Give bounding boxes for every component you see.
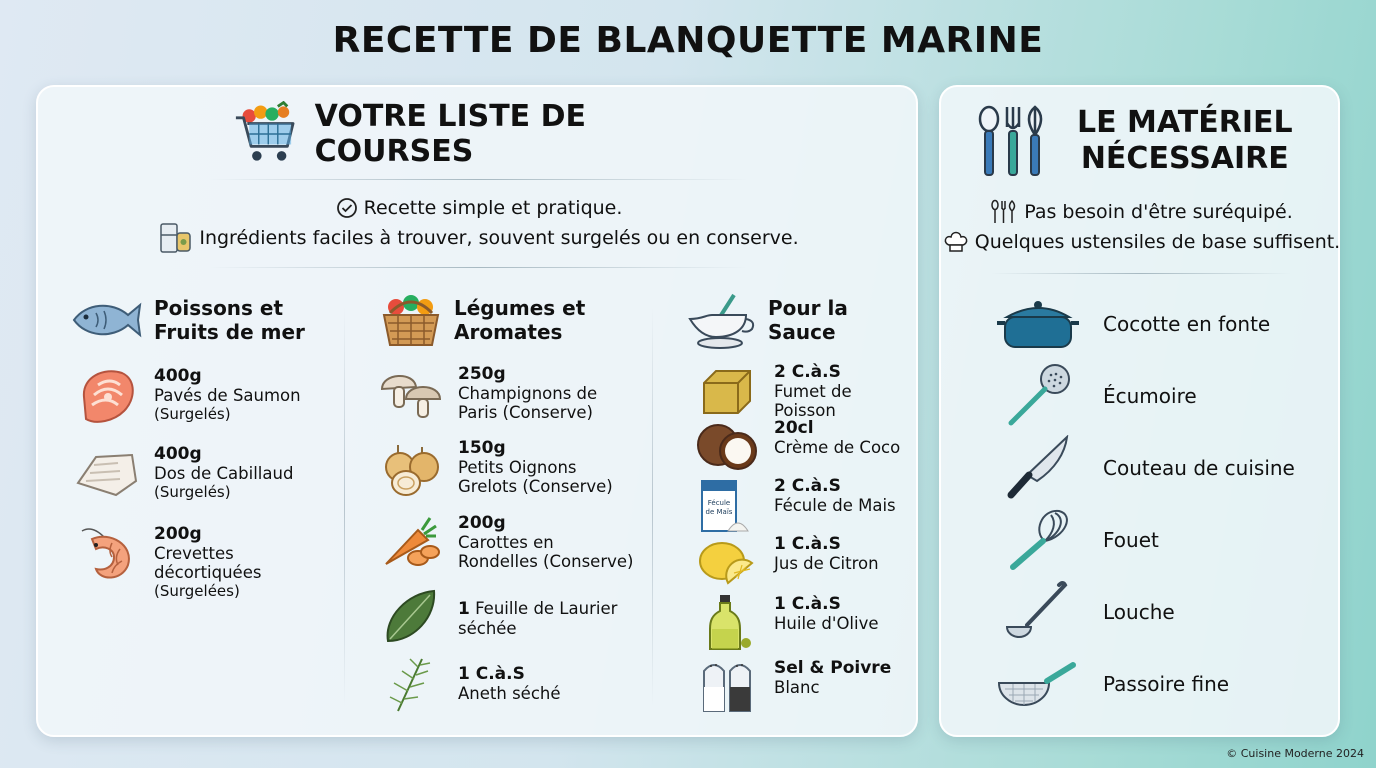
item-name: Pavés de Saumon xyxy=(154,386,301,405)
tool-item xyxy=(993,651,1229,717)
item-quantity: 1 C.à.S xyxy=(774,594,841,614)
column-separator xyxy=(652,307,653,707)
stock-cube-icon xyxy=(694,361,760,423)
equipment-header xyxy=(977,103,1293,179)
item-name: Fécule de Mais xyxy=(774,496,896,515)
intro-divider xyxy=(208,267,748,268)
salt-pepper-icon xyxy=(694,657,760,719)
list-item xyxy=(378,363,597,425)
vegetables-heading-line2: Aromates xyxy=(454,320,563,344)
shopping-list-panel xyxy=(36,85,918,737)
chef-knife-icon xyxy=(993,435,1083,501)
item-quantity: Sel & Poivre xyxy=(774,658,892,678)
equipment-divider xyxy=(991,273,1291,274)
column-separator xyxy=(344,307,345,707)
equipment-panel xyxy=(939,85,1340,737)
tool-item xyxy=(993,579,1175,645)
item-quantity: 2 C.à.S xyxy=(774,476,841,496)
shopping-list-header xyxy=(234,99,734,169)
seafood-heading-line1: Poissons et xyxy=(154,296,284,320)
coconut-icon xyxy=(694,417,760,479)
item-name-line2: séchée xyxy=(458,619,517,638)
item-name: Dos de Cabillaud xyxy=(154,464,294,483)
item-quantity: 200g xyxy=(154,524,202,544)
item-note: (Surgelés) xyxy=(154,405,231,423)
item-quantity: 1 xyxy=(458,599,470,619)
item-name: Crevettes xyxy=(154,544,234,563)
tool-label: Louche xyxy=(1103,600,1175,624)
skimmer-icon xyxy=(993,363,1083,429)
gravy-boat-icon xyxy=(688,289,758,351)
equipment-intro-line-2: Quelques ustensiles de base suffisent. xyxy=(974,231,1341,253)
vegetable-basket-icon xyxy=(378,289,444,351)
cod-fillet-icon xyxy=(74,443,140,505)
item-name-line2: décortiquées xyxy=(154,563,262,582)
list-item xyxy=(74,523,261,601)
dill-icon xyxy=(378,653,444,715)
list-item xyxy=(694,593,879,655)
list-item xyxy=(74,443,293,505)
list-item xyxy=(378,512,633,574)
item-name: Champignons de xyxy=(458,384,598,403)
item-quantity: 250g xyxy=(458,364,506,384)
copyright: © Cuisine Moderne 2024 xyxy=(1226,747,1364,760)
list-item xyxy=(694,475,896,537)
sauce-heading xyxy=(688,292,848,348)
item-name: Blanc xyxy=(774,678,820,697)
onion-icon xyxy=(378,437,444,499)
dutch-oven-icon xyxy=(993,291,1083,357)
fridge-can-icon xyxy=(159,223,193,253)
tool-item xyxy=(993,435,1295,501)
item-quantity: 2 C.à.S xyxy=(774,362,841,382)
tool-label: Écumoire xyxy=(1103,384,1197,408)
list-item xyxy=(694,361,916,423)
item-name: Carottes en xyxy=(458,533,554,552)
item-note: (Surgelés) xyxy=(154,483,231,501)
olive-oil-icon xyxy=(694,593,760,655)
seafood-column xyxy=(68,292,305,348)
intro-line-2: Ingrédients faciles à trouver, souvent surgelés ou en conserve. xyxy=(199,227,799,249)
equipment-intro xyxy=(941,197,1342,257)
shopping-list-heading: VOTRE LISTE DE COURSES xyxy=(314,99,587,169)
mushroom-icon xyxy=(378,363,444,425)
salmon-steak-icon xyxy=(74,365,140,427)
item-quantity: 200g xyxy=(458,513,506,533)
tool-label: Passoire fine xyxy=(1103,672,1230,696)
item-quantity: 1 C.à.S xyxy=(774,534,841,554)
item-quantity: 150g xyxy=(458,438,506,458)
seafood-heading xyxy=(68,292,305,348)
header-divider xyxy=(208,179,748,180)
tool-label: Couteau de cuisine xyxy=(1103,456,1295,480)
ladle-icon xyxy=(993,579,1083,645)
item-quantity: 400g xyxy=(154,444,202,464)
sauce-heading-line1: Pour la xyxy=(768,296,848,320)
list-item xyxy=(694,533,879,595)
fish-icon xyxy=(68,297,144,343)
vegetables-heading-line1: Légumes et xyxy=(454,296,586,320)
item-quantity: 400g xyxy=(154,366,202,386)
item-name: Aneth séché xyxy=(458,684,561,703)
shrimp-icon xyxy=(74,523,140,585)
tool-item xyxy=(993,363,1197,429)
chef-hat-icon xyxy=(943,229,969,255)
sauce-heading-line2: Sauce xyxy=(768,320,836,344)
utensils-small-icon xyxy=(990,199,1018,225)
vegetables-heading xyxy=(378,292,585,348)
item-name-line2: Rondelles (Conserve) xyxy=(458,552,634,571)
item-quantity: 1 C.à.S xyxy=(458,664,525,684)
tool-label: Cocotte en fonte xyxy=(1103,312,1271,336)
shopping-cart-icon xyxy=(234,101,301,167)
box-label-1: Fécule xyxy=(707,499,731,507)
carrot-icon xyxy=(378,512,444,574)
list-item xyxy=(694,417,900,479)
equipment-heading-line1: LE MATÉRIEL xyxy=(1077,105,1293,140)
shopping-intro xyxy=(38,193,920,253)
vegetables-column xyxy=(378,292,585,348)
lemon-icon xyxy=(694,533,760,595)
item-note: (Surgelées) xyxy=(154,582,240,600)
item-name: Huile d'Olive xyxy=(774,614,879,633)
item-name-line2: Grelots (Conserve) xyxy=(458,477,613,496)
equipment-heading-line2: NÉCESSAIRE xyxy=(1080,141,1289,176)
item-name: Fumet de Poisson xyxy=(774,382,852,420)
utensils-icon xyxy=(977,103,1053,179)
list-item xyxy=(74,365,301,427)
item-name: Jus de Citron xyxy=(774,554,879,573)
bay-leaf-icon xyxy=(378,587,444,649)
tool-item xyxy=(993,507,1159,573)
box-label-2: de Maïs xyxy=(705,508,733,516)
item-name: Crème de Coco xyxy=(774,438,901,457)
item-name: Feuille de Laurier xyxy=(475,599,618,618)
list-item xyxy=(378,587,617,649)
list-item xyxy=(378,437,613,499)
item-quantity: 20cl xyxy=(774,418,814,438)
sauce-column xyxy=(688,292,848,348)
item-name: Petits Oignons xyxy=(458,458,577,477)
seafood-heading-line2: Fruits de mer xyxy=(154,320,305,344)
fine-sieve-icon xyxy=(993,651,1083,717)
item-name-line2: Paris (Conserve) xyxy=(458,403,593,422)
tool-item xyxy=(993,291,1270,357)
cornstarch-box-icon xyxy=(694,475,760,537)
list-item xyxy=(694,657,891,719)
check-circle-icon xyxy=(336,197,358,219)
list-item xyxy=(378,653,561,715)
equipment-intro-line-1: Pas besoin d'être suréquipé. xyxy=(1024,201,1293,223)
intro-line-1: Recette simple et pratique. xyxy=(363,197,623,219)
whisk-icon xyxy=(993,507,1083,573)
tool-label: Fouet xyxy=(1103,528,1159,552)
page-title: RECETTE DE BLANQUETTE MARINE xyxy=(332,20,1044,61)
